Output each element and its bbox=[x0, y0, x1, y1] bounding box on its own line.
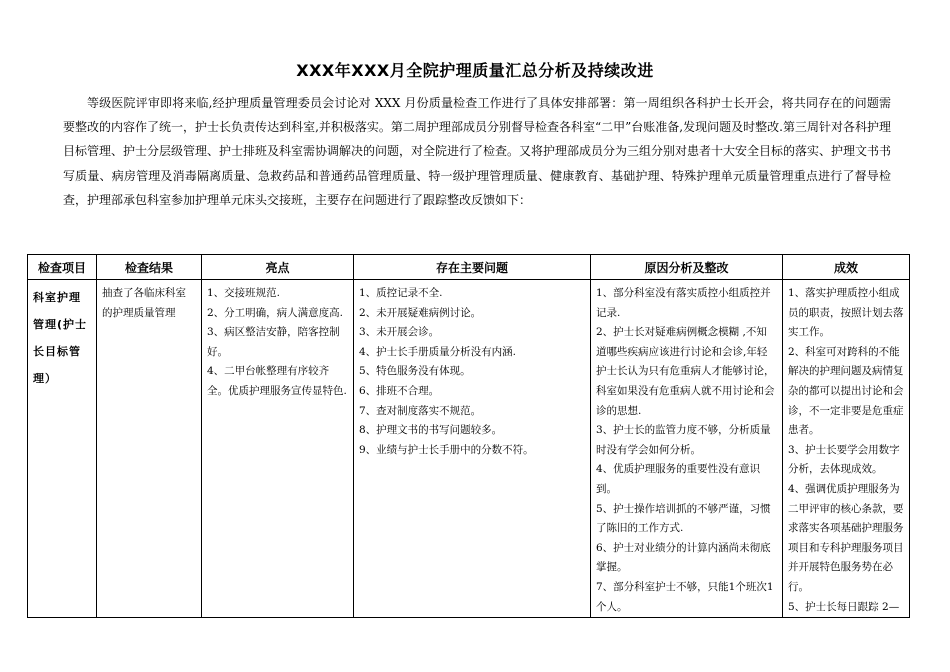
list-item: 9、业绩与护士长手册中的分数不符。 bbox=[359, 443, 534, 456]
cell-analysis bbox=[591, 280, 783, 618]
list-item: 1、落实护理质控小组成员的职责，按照计划去落实工作。 bbox=[788, 287, 904, 339]
intro-paragraph: 等级医院评审即将来临,经护理质量管理委员会讨论对 XXX 月份质量检查工作进行了具体安排部署：第一周组织各科护士长开会，将共同存在的问题需要整改的内容作了统一，护士长负责传达到科室,并积极落实。第二周护理部成员分别督导检查各科室“二甲”台账准备,发现问题及时整改.第三周针对各科护理目标管理、护士分层级管理、护士排班及科室需协调解决的问题，对全院进行了检查。又将护理部成员分为三组分别对患者十大安全目标的落实、护理文书书写质量、病房管理及消毒隔离质量、急救药品和普通药品管理质量、特一级护理管理质量、健康教育、基础护理、特殊护理单元质量管理重点进行了督导检查，护理部承包科室参加护理单元床头交接班，主要存在问题进行了跟踪整改反馈如下： bbox=[63, 96, 892, 207]
list-item: 4、优质护理服务的重要性没有意识到。 bbox=[596, 463, 761, 495]
list-item: 5、特色服务没有体现。 bbox=[359, 365, 471, 378]
header-effects: 成效 bbox=[783, 255, 910, 280]
list-item: 7、查对制度落实不规范。 bbox=[359, 404, 482, 417]
header-check-result: 检查结果 bbox=[97, 255, 202, 280]
header-highlights: 亮点 bbox=[202, 255, 354, 280]
list-item: 6、护士对业绩分的计算内涵尚未彻底掌握。 bbox=[596, 541, 771, 574]
cell-highlights bbox=[202, 280, 354, 618]
list-item: 3、护士长的监管力度不够，分析质量时没有学会如何分析。 bbox=[596, 424, 771, 456]
list-item: 3、护士长要学会用数字分析，去体现成效。 bbox=[788, 443, 900, 476]
table-header-row bbox=[28, 255, 910, 280]
cell-category: 科室护理管理(护士长目标管理） bbox=[28, 280, 97, 618]
list-item: 2、科室可对跨科的不能解决的护理问题及病情复杂的都可以提出讨论和会诊，不一定非要是危重症患者。 bbox=[788, 345, 904, 437]
list-item: 2、分工明确，病人满意度高. bbox=[207, 306, 344, 319]
intro-section bbox=[63, 91, 891, 212]
list-item: 4、护士长手册质量分析没有内涵. bbox=[359, 345, 517, 358]
list-item: 7、部分科室护士不够，只能1个班次1个人。 bbox=[596, 580, 774, 613]
list-item: 2、护士长对疑难病例概念模糊 ,不知道哪些疾病应该进行讨论和会诊,年轻护士长认为只有危重病人才能够讨论，科室如果没有危重病人就不用讨论和会诊的思想. bbox=[596, 326, 775, 417]
quality-analysis-table bbox=[27, 254, 910, 618]
cell-problems bbox=[354, 280, 591, 618]
list-item: 8、护理文书的书写问题较多。 bbox=[359, 424, 503, 437]
list-item: 1、质控记录不全. bbox=[359, 287, 443, 299]
header-cause-analysis: 原因分析及整改 bbox=[591, 255, 783, 280]
list-item: 6、排班不合理。 bbox=[359, 384, 440, 397]
cell-effects bbox=[783, 280, 910, 618]
list-item: 5、护士长每日跟踪 2— bbox=[788, 600, 900, 613]
table-row bbox=[28, 280, 910, 618]
list-item: 4、二甲台帐整理有序较齐全。优质护理服务宣传显特色. bbox=[207, 365, 347, 397]
cell-result: 抽查了各临床科室的护理质量管理 bbox=[97, 280, 202, 618]
list-item: 1、交接班规范. bbox=[207, 287, 281, 299]
list-item: 1、部分科室没有落实质控小组质控并记录. bbox=[596, 287, 771, 319]
list-item: 2、未开展疑难病例讨论。 bbox=[359, 306, 482, 319]
document-title: XXX年XXX月全院护理质量汇总分析及持续改进 bbox=[296, 61, 654, 80]
header-check-item: 检查项目 bbox=[28, 255, 97, 280]
list-item: 3、病区整洁安静，陪客控制好。 bbox=[207, 326, 340, 358]
list-item: 4、强调优质护理服务为二甲评审的核心条款，要求落实各项基础护理服务项目和专科护理服务项目并开展特色服务势在必行。 bbox=[788, 482, 904, 593]
list-item: 5、护士操作培训抓的不够严谨，习惯了陈旧的工作方式. bbox=[596, 502, 771, 535]
header-main-problems: 存在主要问题 bbox=[354, 255, 591, 280]
list-item: 3、未开展会诊。 bbox=[359, 326, 440, 339]
